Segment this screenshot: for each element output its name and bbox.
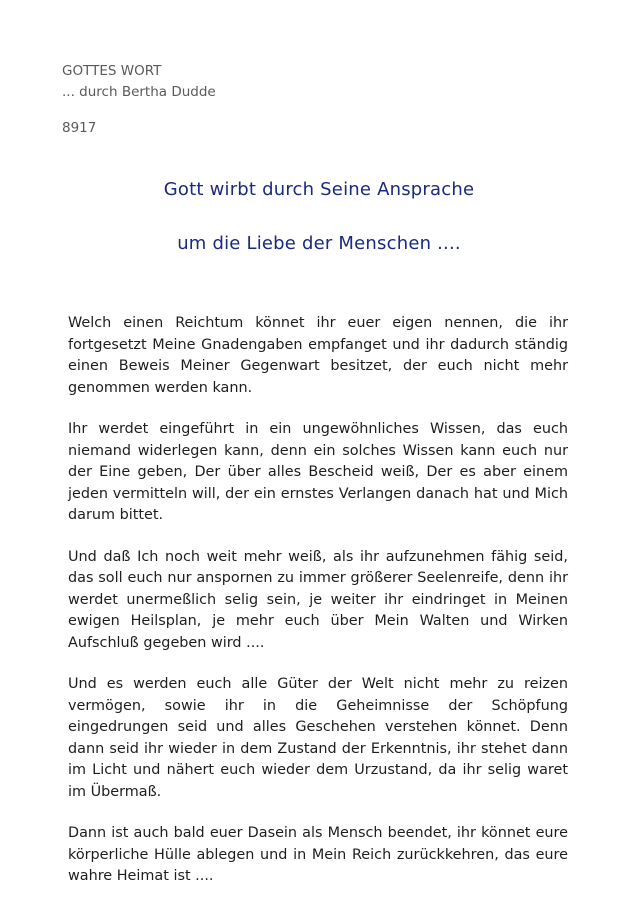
source-label: GOTTES WORT [62,63,162,79]
document-header [62,61,216,139]
paragraph-1: Welch einen Reichtum könnet ihr euer eigen nennen, die ihr fortgesetzt Meine Gnadengaben empfanget und ihr dadurch ständig einen Beweis Meiner Gegenwart besitzet, der euch nicht mehr genommen werden kann. [68,315,568,396]
paragraph-4: Und es werden euch alle Güter der Welt nicht mehr zu reizen vermögen, sowie ihr in die Geheimnisse der Schöpfung eingedrungen seid und alles Geschehen verstehen könnet. Denn dann seid ihr wieder in dem Zustand der Erkenntnis, ihr stehet dann im Licht und nähert euch wieder dem Urzustand, da ihr selig waret im Übermaß. [68,676,568,800]
title-line-2: um die Liebe der Menschen .... [177,233,461,254]
paragraph-3: Und daß Ich noch weit mehr weiß, als ihr aufzunehmen fähig seid, das soll euch nur anspornen zu immer größerer Seelenreife, denn ihr werdet unermeßlich selig sein, je weiter ihr eindringet in Meinen ewigen Heilsplan, je mehr euch über Mein Walten und Wirken Aufschluß gegeben wird .... [68,548,568,651]
paragraph-2: Ihr werdet eingeführt in ein ungewöhnliches Wissen, das euch niemand widerlegen kann, denn ein solches Wissen kann euch nur der Eine geben, Der über alles Bescheid weiß, Der es aber einem jeden vermitteln will, der ein ernstes Verlangen danach hat und Mich darum bittet. [68,421,568,523]
author-line: ... durch Bertha Dudde [62,84,216,100]
paragraph-5: Dann ist auch bald euer Dasein als Mensch beendet, ihr könnet eure körperliche Hülle ablegen und in Mein Reich zurückkehren, das eure wahre Heimat ist .... [68,825,568,884]
title-line-1: Gott wirbt durch Seine Ansprache [163,179,475,200]
message-body [68,313,568,908]
message-number: 8917 [62,120,97,136]
